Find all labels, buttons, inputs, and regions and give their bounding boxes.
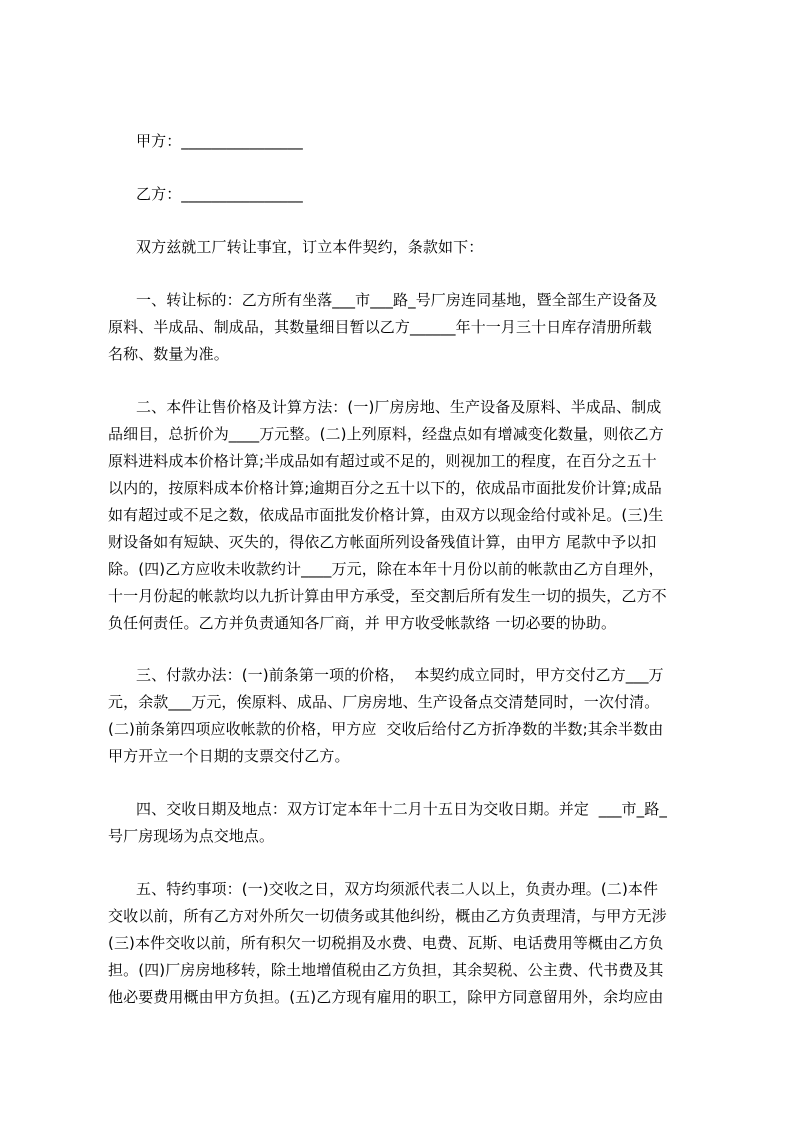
clause-2-line-6: 财设备如有短缺、灭失的，得依乙方帐面所列设备残值计算，由甲方 尾款中予以扣 bbox=[108, 533, 657, 551]
clause-2-line-2: 品细目，总折价为____万元整。(二)上列原料，经盘点如有增减变化数量，则依乙方 bbox=[108, 425, 664, 443]
clause-3-line-2: 元，余款___万元，俟原料、成品、厂房房地、生产设备点交清楚同时，一次付清。 bbox=[108, 693, 660, 711]
clause-3-line-3: (二)前条第四项应收帐款的价格，甲方应 交收后给付乙方折净数的半数;其余半数由 bbox=[108, 720, 664, 738]
clause-5-line-1: 五、特约事项：(一)交收之日，双方均须派代表二人以上，负责办理。(二)本件 bbox=[136, 880, 659, 898]
clause-2-line-3: 原料进料成本价格计算;半成品如有超过或不足的，则视加工的程度，在百分之五十 bbox=[108, 452, 657, 470]
clause-4-line-1: 四、交收日期及地点：双方订定本年十二月十五日为交收日期。并定 ___市_路_ bbox=[136, 800, 667, 818]
clause-5-line-2: 交收以前，所有乙方对外所欠一切债务或其他纠纷，概由乙方负责理清，与甲方无涉 bbox=[108, 907, 667, 925]
clause-4-line-2: 号厂房现场为点交地点。 bbox=[108, 827, 275, 845]
clause-5-line-5: 他必要费用概由甲方负担。(五)乙方现有雇用的职工，除甲方同意留用外，余均应由 bbox=[108, 988, 664, 1006]
clause-2-line-1: 二、本件让售价格及计算方法：(一)厂房房地、生产设备及原料、半成品、制成 bbox=[136, 398, 662, 416]
clause-5-line-3: (三)本件交收以前，所有积欠一切税捐及水费、电费、瓦斯、电话费用等概由乙方负 bbox=[108, 934, 664, 952]
clause-2-line-8: 十一月份起的帐款均以九折计算由甲方承受，至交割后所有发生一切的损失，乙方不 bbox=[108, 587, 667, 605]
clause-1-line-1: 一、转让标的：乙方所有坐落___市___路_号厂房连同基地，暨全部生产设备及 bbox=[136, 291, 658, 309]
clause-2-line-7: 除。(四)乙方应收未收款约计____万元，除在本年十月份以前的帐款由乙方自理外， bbox=[108, 560, 664, 578]
party-b-line: 乙方：________________ bbox=[136, 185, 303, 203]
clause-3-line-4: 甲方开立一个日期的支票交付乙方。 bbox=[108, 747, 350, 765]
clause-2-line-4: 以内的，按原料成本价格计算;逾期百分之五十以下的，依成品市面批发价计算;成品 bbox=[108, 479, 662, 497]
clause-1-line-2: 原料、半成品、制成品，其数量细目暂以乙方______年十一月三十日库存清册所载 bbox=[108, 318, 652, 336]
intro-line: 双方兹就工厂转让事宜，订立本件契约，条款如下： bbox=[136, 238, 484, 256]
clause-1-line-3: 名称、数量为准。 bbox=[108, 345, 229, 363]
clause-2-line-5: 如有超过或不足之数，依成品市面批发价格计算，由双方以现金给付或补足。(三)生 bbox=[108, 506, 664, 524]
clause-5-line-4: 担。(四)厂房房地移转，除土地增值税由乙方负担，其余契税、公主费、代书费及其 bbox=[108, 961, 664, 979]
clause-2-line-9: 负任何责任。乙方并负责通知各厂商，并 甲方收受帐款络 一切必要的协助。 bbox=[108, 614, 617, 632]
clause-3-line-1: 三、付款办法：(一)前条第一项的价格， 本契约成立同时，甲方交付乙方___万 bbox=[136, 666, 664, 684]
party-a-line: 甲方：________________ bbox=[136, 132, 303, 150]
